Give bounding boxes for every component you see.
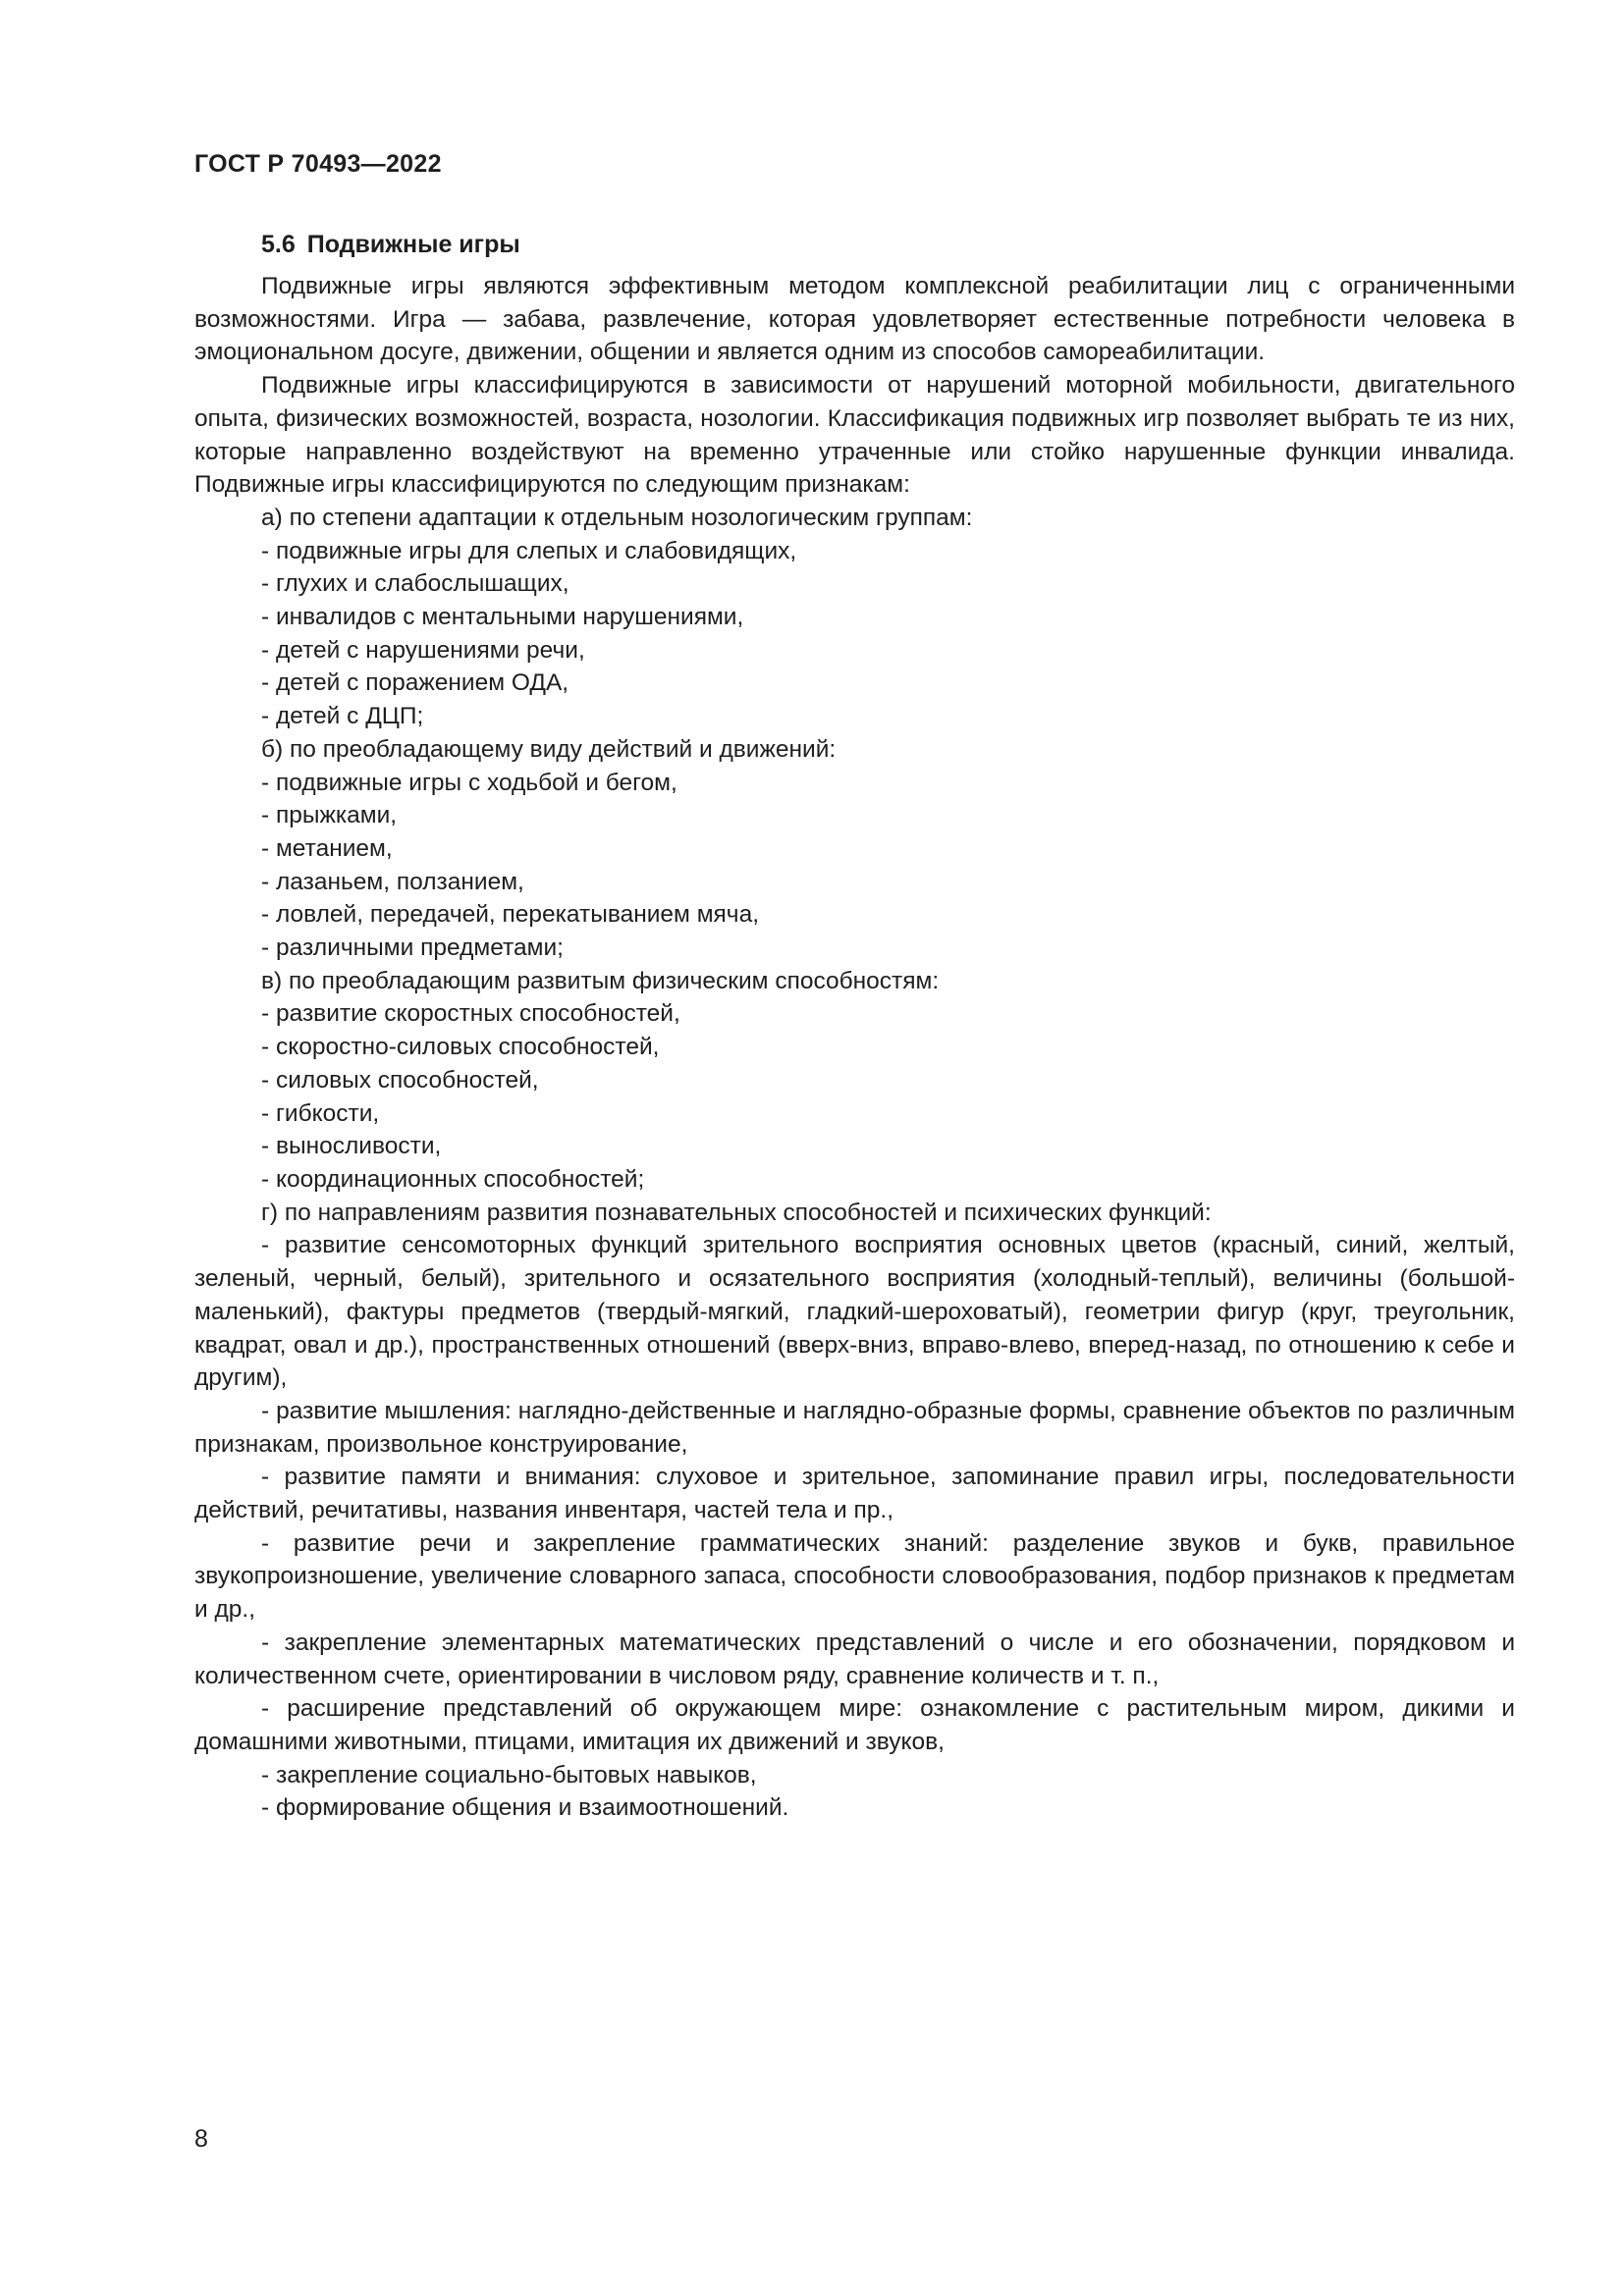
list-item: - детей с ДЦП;	[261, 703, 424, 730]
section-title	[194, 228, 1515, 261]
document-header: ГОСТ Р 70493—2022	[194, 150, 442, 178]
list-item: - глухих и слабослышащих,	[261, 570, 569, 598]
list-item: - инвалидов с ментальными нарушениями,	[261, 604, 744, 631]
list-item: - метанием,	[261, 834, 393, 862]
list-paragraph: - развитие речи и закрепление грамматических знаний: разделение звуков и букв, правильное звукопроизношение, увеличение словарного запаса, способности словообразования, подбор признаков к предметам и др.,	[194, 1529, 1515, 1624]
list-paragraph: - развитие памяти и внимания: слуховое и зрительное, запоминание правил игры, последовательности действий, речитативы, названия инвентаря, частей тела и пр.,	[194, 1464, 1515, 1524]
list-item: - прыжками,	[261, 802, 398, 829]
list-item: - координационных способностей;	[261, 1165, 645, 1193]
list-item: - подвижные игры с ходьбой и бегом,	[261, 769, 677, 796]
list-item: - лазаньем, ползанием,	[261, 868, 524, 895]
list-item: - различными предметами;	[261, 934, 564, 962]
list-item: - подвижные игры для слепых и слабовидящих,	[261, 537, 797, 564]
classification-heading-g: г) по направлениям развития познавательных способностей и психических функций:	[261, 1199, 1212, 1226]
intro-paragraph: Подвижные игры являются эффективным методом комплексной реабилитации лиц с ограниченными возможностями. Игра — забава, развлечение, которая удовлетворяет естественные потребности человека в эмоциональном досуге, движении, общении и является одним из способов самореабилитации.	[194, 273, 1515, 366]
section-title-text: Подвижные игры	[306, 231, 520, 258]
classification-heading-v: в) по преобладающим развитым физическим способностям:	[261, 967, 940, 994]
list-paragraph: - закрепление элементарных математических представлений о числе и его обозначении, порядковом и количественном счете, ориентировании в числовом ряду, сравнение количеств и т. п.,	[194, 1629, 1515, 1689]
list-item: - скоростно-силовых способностей,	[261, 1034, 660, 1061]
page-number: 8	[194, 2125, 208, 2153]
list-item: - закрепление социально-бытовых навыков,	[261, 1761, 757, 1789]
list-item: - развитие скоростных способностей,	[261, 1000, 680, 1028]
document-body	[194, 228, 1515, 1825]
list-item: - выносливости,	[261, 1133, 442, 1160]
list-item: - силовых способностей,	[261, 1066, 539, 1094]
list-item: - ловлей, передачей, перекатыванием мяча,	[261, 901, 759, 929]
list-item: - формирование общения и взаимоотношений.	[261, 1794, 789, 1822]
classification-heading-b: б) по преобладающему виду действий и движений:	[261, 735, 837, 763]
list-paragraph: - развитие мышления: наглядно-действенные и наглядно-образные формы, сравнение объектов по различным признакам, произвольное конструирование,	[194, 1397, 1515, 1458]
classification-heading-a: а) по степени адаптации к отдельным нозологическим группам:	[261, 504, 973, 531]
list-paragraph: - расширение представлений об окружающем мире: ознакомление с растительным миром, дикими и домашними животными, птицами, имитация их движений и звуков,	[194, 1695, 1515, 1755]
list-item: - детей с поражением ОДА,	[261, 669, 569, 697]
list-item: - гибкости,	[261, 1099, 380, 1127]
intro-paragraph: Подвижные игры классифицируются в зависимости от нарушений моторной мобильности, двигательного опыта, физических возможностей, возраста, нозологии. Классификация подвижных игр позволяет выбрать те из них, которые направленно воздействуют на временно утраченные или стойко нарушенные функции инвалида. Подвижные игры классифицируются по следующим признакам:	[194, 372, 1515, 499]
list-item: - детей с нарушениями речи,	[261, 636, 585, 664]
section-number: 5.6	[261, 231, 296, 258]
list-paragraph: - развитие сенсомоторных функций зрительного восприятия основных цветов (красный, синий, желтый, зеленый, черный, белый), зрительного и осязательного восприятия (холодный-теплый), величины (большой-маленький), фактуры предметов (твердый-мягкий, гладкий-шероховатый), геометрии фигур (круг, треугольник, квадрат, овал и др.), пространственных отношений (вверх-вниз, вправо-влево, вперед-назад, по отношению к себе и другим),	[194, 1232, 1515, 1392]
